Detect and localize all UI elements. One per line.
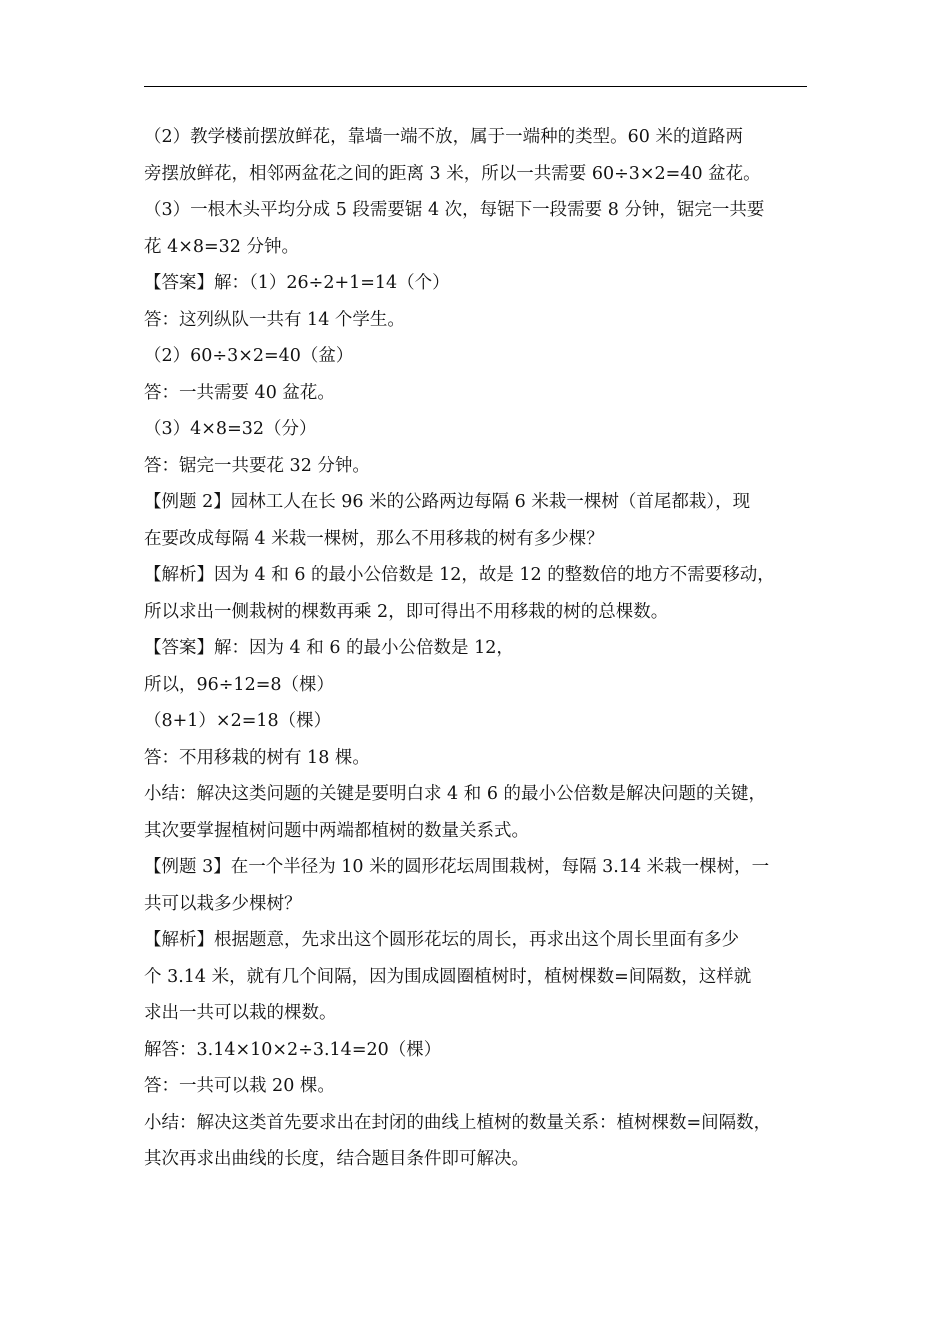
text-line: 答：不用移栽的树有 18 棵。 bbox=[144, 747, 370, 768]
example-2-line: 【例题 2】园林工人在长 96 米的公路两边每隔 6 米栽一棵树（首尾都栽），现 bbox=[144, 492, 751, 512]
text-line: 求出一共可以栽的棵数。 bbox=[144, 1003, 337, 1023]
header-rule bbox=[144, 86, 807, 87]
text-line: 答：锯完一共要花 32 分钟。 bbox=[144, 455, 370, 476]
text-line: 答：一共可以栽 20 棵。 bbox=[144, 1076, 335, 1096]
text-line: 所以求出一侧栽树的棵数再乘 2，即可得出不用移栽的树的总棵数。 bbox=[144, 601, 669, 622]
text-line: 在要改成每隔 4 米栽一棵树，那么不用移栽的树有多少棵？ bbox=[144, 528, 604, 549]
text-line: 所以，96÷12=8（棵） bbox=[144, 674, 334, 695]
answer-line: 【答案】解：因为 4 和 6 的最小公倍数是 12， bbox=[144, 638, 514, 658]
solution-line: 解答：3.14×10×2÷3.14=20（棵） bbox=[144, 1039, 442, 1060]
analysis-line: 【解析】因为 4 和 6 的最小公倍数是 12，故是 12 的整数倍的地方不需要移动， bbox=[144, 565, 775, 585]
text-line: （2）60÷3×2=40（盆） bbox=[144, 346, 354, 366]
text-line: 答：这列纵队一共有 14 个学生。 bbox=[144, 309, 405, 330]
example-3-line: 【例题 3】在一个半径为 10 米的圆形花坛周围栽树，每隔 3.14 米栽一棵树，一 bbox=[144, 857, 770, 877]
summary-line: 小结：解决这类问题的关键是要明白求 4 和 6 的最小公倍数是解决问题的关键， bbox=[144, 784, 767, 804]
summary-line: 小结：解决这类首先要求出在封闭的曲线上植树的数量关系：植树棵数=间隔数， bbox=[144, 1112, 772, 1133]
text-line: （3）4×8=32（分） bbox=[144, 419, 317, 439]
text-line: 其次再求出曲线的长度，结合题目条件即可解决。 bbox=[144, 1149, 529, 1169]
text-line: 旁摆放鲜花，相邻两盆花之间的距离 3 米，所以一共需要 60÷3×2=40 盆花。 bbox=[144, 163, 761, 184]
answer-line: 【答案】解：（1）26÷2+1=14（个） bbox=[144, 273, 450, 293]
document-body bbox=[144, 119, 814, 1178]
text-line: （2）教学楼前摆放鲜花，靠墙一端不放，属于一端种的类型。60 米的道路两 bbox=[144, 127, 743, 147]
text-line: 其次要掌握植树问题中两端都植树的数量关系式。 bbox=[144, 820, 529, 841]
text-line: （8+1）×2=18（棵） bbox=[144, 711, 332, 731]
text-line: 答：一共需要 40 盆花。 bbox=[144, 382, 335, 403]
text-line: 花 4×8=32 分钟。 bbox=[144, 236, 299, 257]
analysis-line: 【解析】根据题意，先求出这个圆形花坛的周长，再求出这个周长里面有多少 bbox=[144, 930, 739, 950]
text-line: 个 3.14 米，就有几个间隔，因为围成圆圈植树时，植树棵数=间隔数，这样就 bbox=[144, 966, 752, 987]
text-line: （3）一根木头平均分成 5 段需要锯 4 次，每锯下一段需要 8 分钟，锯完一共要 bbox=[144, 200, 765, 220]
text-line: 共可以栽多少棵树？ bbox=[144, 893, 302, 914]
